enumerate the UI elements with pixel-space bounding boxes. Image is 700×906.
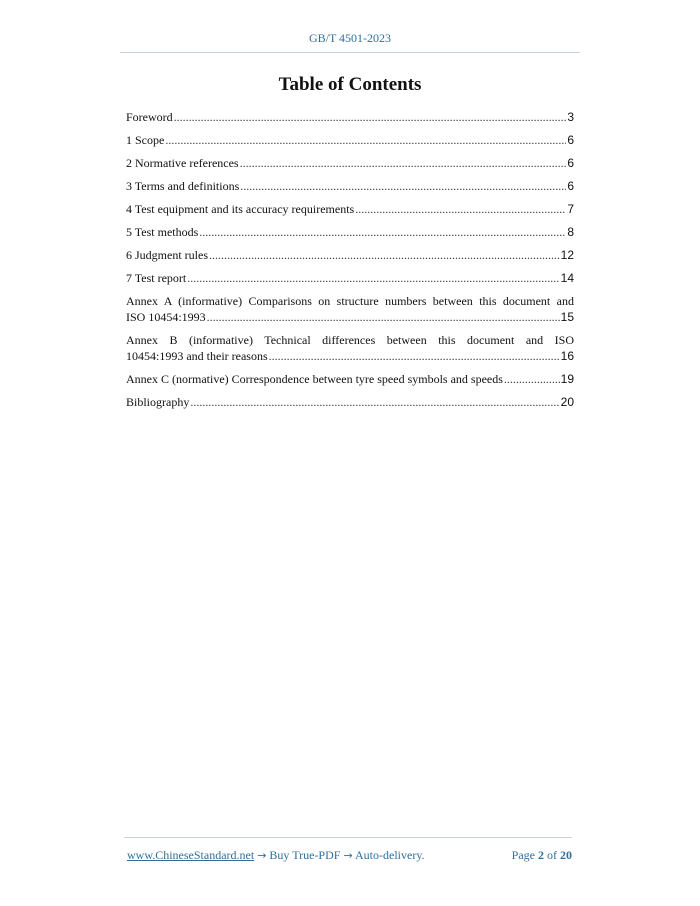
toc-entry-test-methods[interactable] [126, 224, 574, 240]
toc-entry-title[interactable]: 10454:1993 and their reasons [126, 349, 268, 363]
toc-entry-title-line1[interactable]: Annex A (informative) Comparisons on structure numbers between this document and [126, 294, 574, 308]
arrow-right-icon: → [257, 849, 267, 862]
header-doc-code: GB/T 4501-2023 [308, 31, 392, 45]
footer-delivery-text: Auto-delivery. [355, 848, 425, 862]
toc-leader-dots [165, 132, 566, 148]
toc-entry-page[interactable]: 19 [560, 372, 574, 386]
footer-promo [127, 848, 425, 863]
toc-entry-terms-and-definitions[interactable] [126, 178, 574, 194]
toc-leader-dots [240, 155, 567, 171]
toc-entry-annex-c[interactable] [126, 371, 574, 387]
toc-entry-title[interactable]: 5 Test methods [126, 225, 199, 239]
toc-entry-title[interactable]: 1 Scope [126, 133, 165, 147]
toc-leader-dots [240, 178, 566, 194]
toc-leader-dots [187, 270, 559, 286]
toc-entry-normative-references[interactable] [126, 155, 574, 171]
toc-entry-judgment-rules[interactable] [126, 247, 574, 263]
table-of-contents [126, 109, 574, 417]
toc-entry-page[interactable]: 12 [560, 248, 574, 262]
toc-entry-page[interactable]: 3 [567, 110, 574, 124]
toc-entry-foreword[interactable] [126, 109, 574, 125]
toc-leader-dots [504, 371, 560, 387]
toc-entry-title[interactable]: ISO 10454:1993 [126, 310, 206, 324]
toc-entry-title[interactable]: 4 Test equipment and its accuracy requirements [126, 202, 355, 216]
toc-entry-page[interactable]: 20 [560, 395, 574, 409]
toc-entry-test-report[interactable] [126, 270, 574, 286]
toc-entry-test-equipment[interactable] [126, 201, 574, 217]
toc-entry-title[interactable]: 2 Normative references [126, 156, 239, 170]
toc-entry-title[interactable]: 7 Test report [126, 271, 187, 285]
toc-entry-title-line1[interactable]: Annex B (informative) Technical differences between this document and ISO [126, 333, 574, 347]
toc-leader-dots [207, 309, 560, 325]
footer-buy-text: Buy True-PDF [269, 848, 341, 862]
toc-entry-page[interactable]: 16 [560, 349, 574, 363]
toc-leader-dots [190, 394, 559, 410]
toc-leader-dots [174, 109, 567, 125]
toc-entry-title[interactable]: 3 Terms and definitions [126, 179, 240, 193]
toc-entry-page[interactable]: 6 [567, 179, 574, 193]
toc-entry-bibliography[interactable] [126, 394, 574, 410]
page-total: 20 [560, 848, 572, 862]
arrow-right-icon: → [343, 849, 353, 862]
page-current: 2 [538, 848, 544, 862]
toc-entry-annex-b[interactable] [126, 332, 574, 364]
header-divider [120, 52, 580, 53]
toc-entry-scope[interactable] [126, 132, 574, 148]
toc-entry-page[interactable]: 6 [567, 156, 574, 170]
toc-leader-dots [355, 201, 566, 217]
toc-entry-page[interactable]: 7 [567, 202, 574, 216]
toc-leader-dots [269, 348, 560, 364]
footer-website-link[interactable]: www.ChineseStandard.net [127, 848, 255, 862]
footer-divider [124, 837, 572, 838]
toc-entry-title[interactable]: Bibliography [126, 395, 190, 409]
toc-entry-page[interactable]: 6 [567, 133, 574, 147]
toc-entry-title[interactable]: 6 Judgment rules [126, 248, 208, 262]
toc-entry-page[interactable]: 15 [560, 310, 574, 324]
toc-entry-annex-a[interactable] [126, 293, 574, 325]
page-of-label: of [547, 848, 557, 862]
toc-leader-dots [209, 247, 560, 263]
toc-entry-page[interactable]: 8 [567, 225, 574, 239]
page-label: Page [511, 848, 535, 862]
page-number [512, 848, 572, 863]
page-title: Table of Contents [278, 74, 422, 95]
toc-entry-page[interactable]: 14 [560, 271, 574, 285]
toc-entry-title[interactable]: Annex C (normative) Correspondence between tyre speed symbols and speeds [126, 372, 503, 386]
toc-leader-dots [199, 224, 566, 240]
toc-entry-title[interactable]: Foreword [126, 110, 173, 124]
